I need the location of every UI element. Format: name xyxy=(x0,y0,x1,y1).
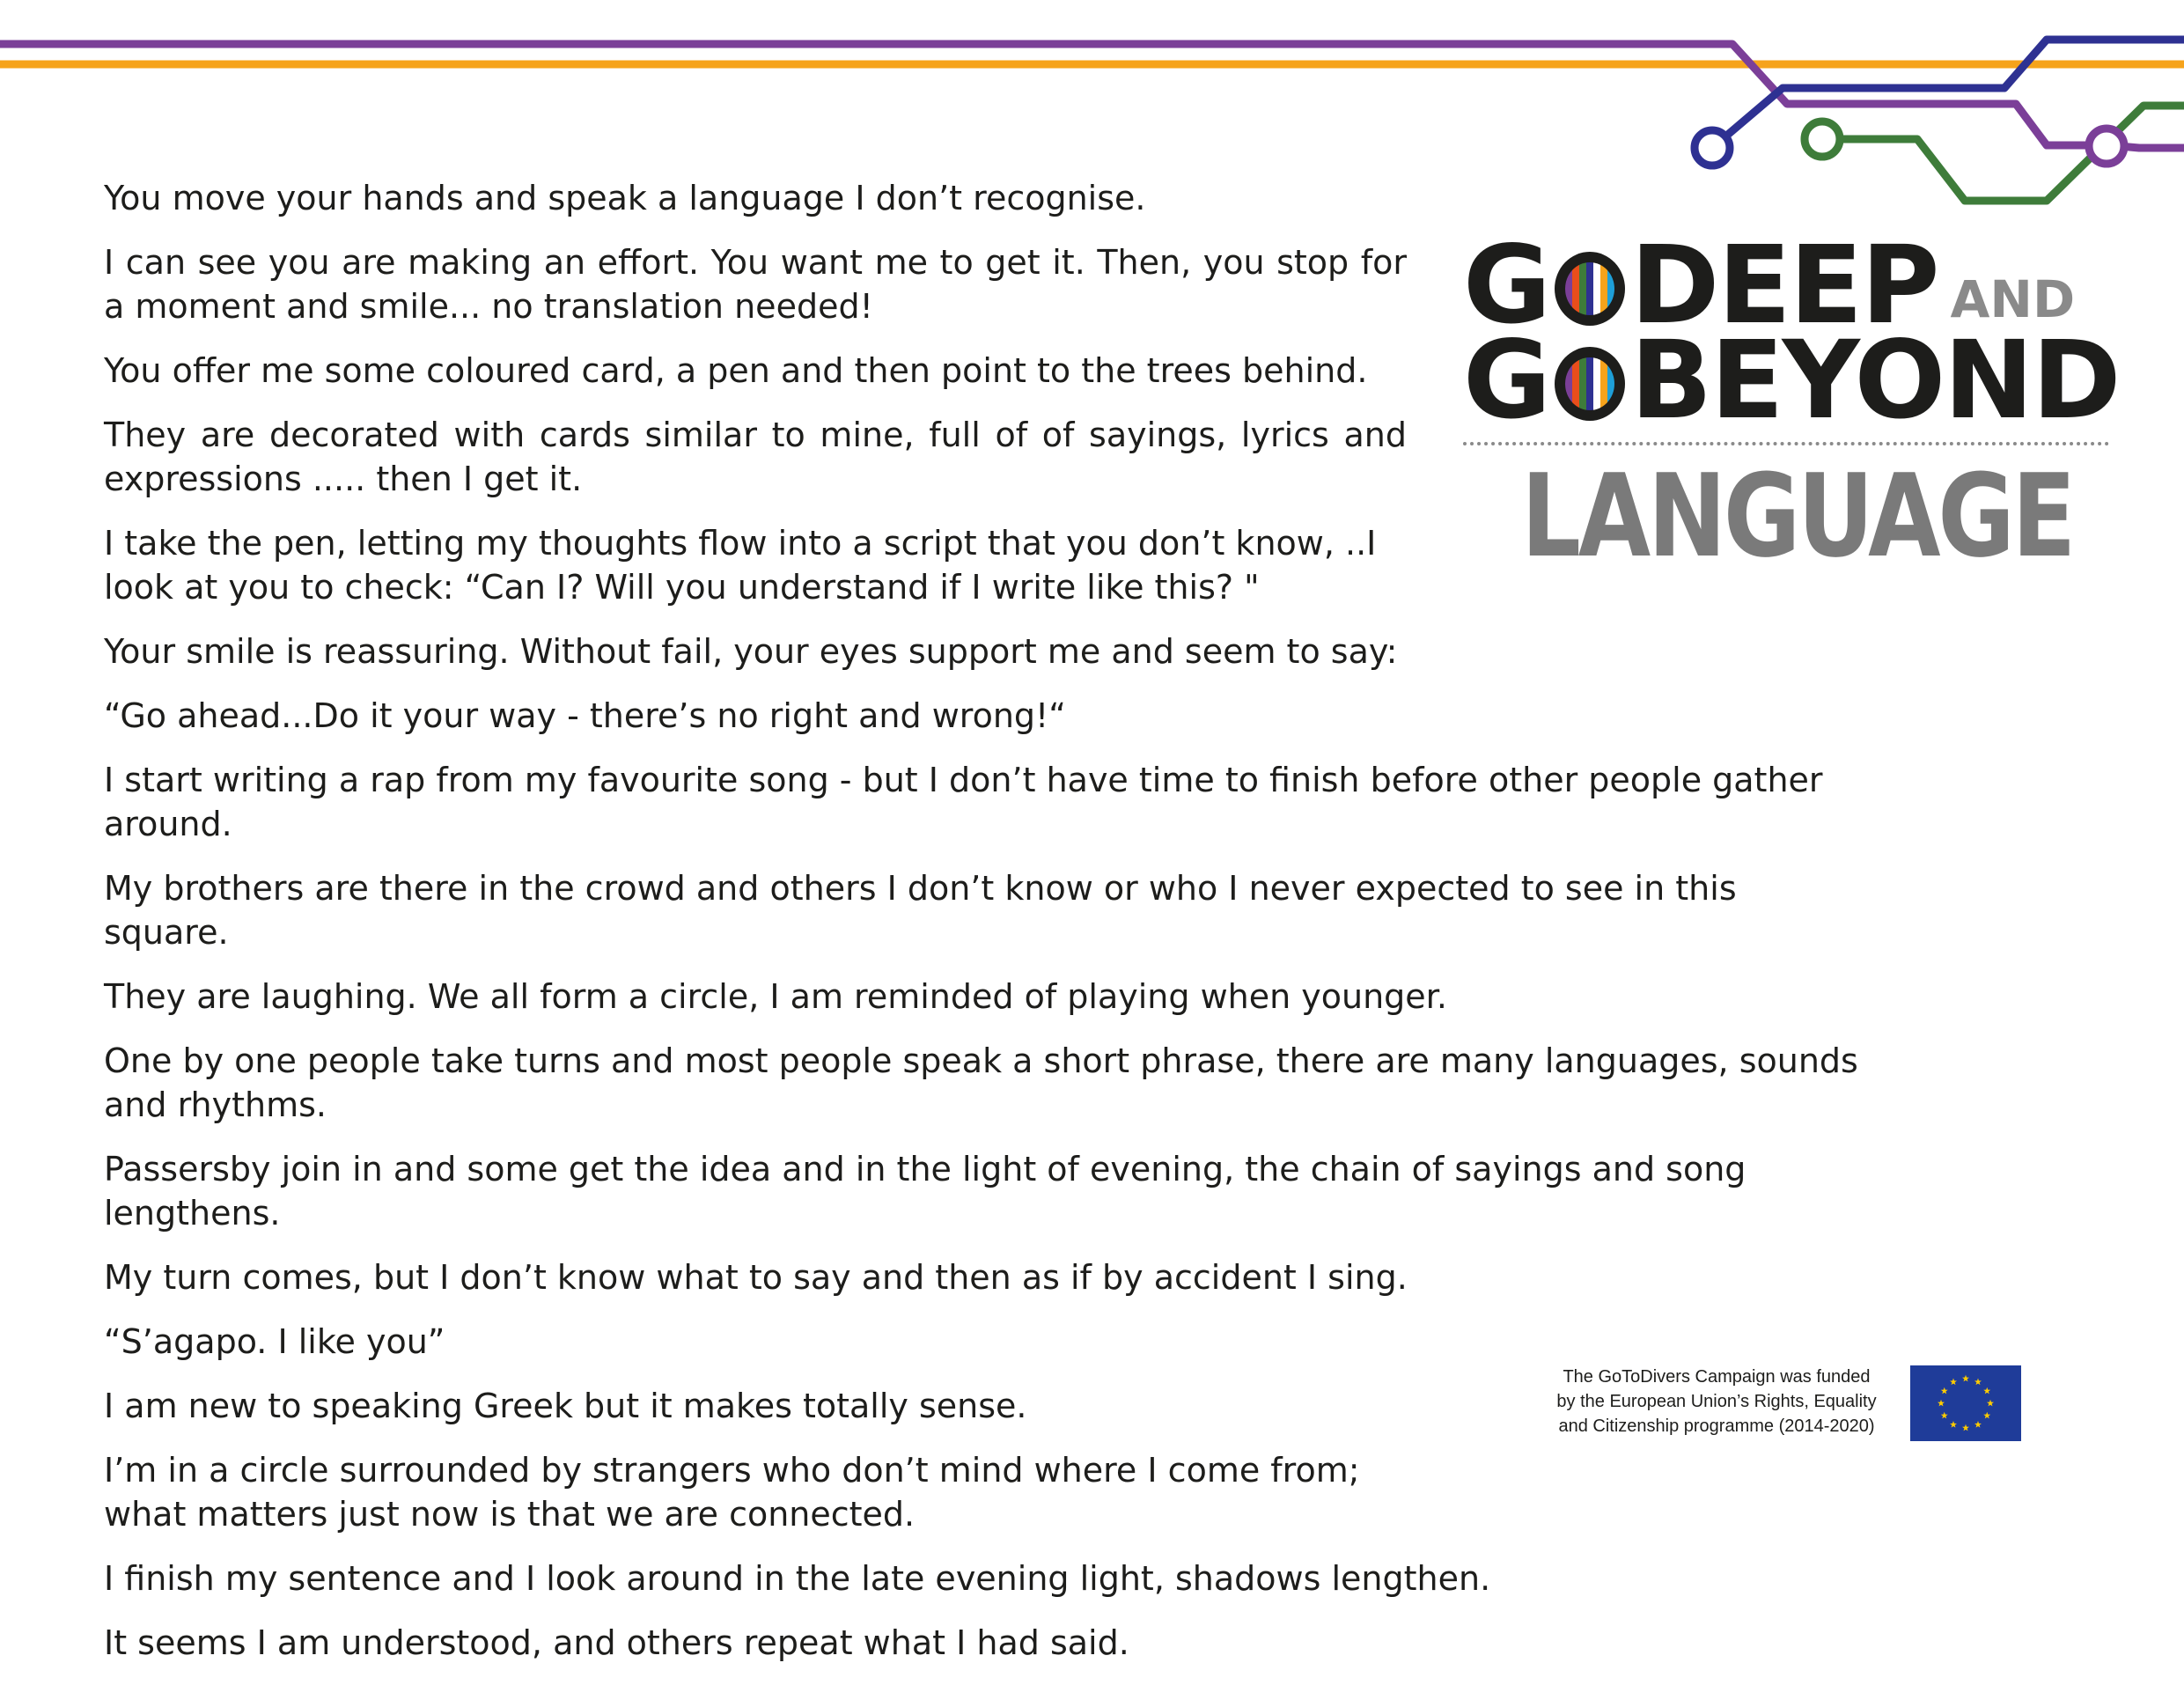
story-paragraph: Passersby join in and some get the idea and in the light of evening, the chain of sayings and song lengthens. xyxy=(104,1150,1746,1232)
story-paragraph: My turn comes, but I don’t know what to say and then as if by accident I sing. xyxy=(104,1258,1408,1297)
navy-station-icon xyxy=(1695,130,1730,166)
purple-line xyxy=(0,44,2184,148)
story-paragraph: I can see you are making an effort. You want me to get it. Then, you stop for a moment and smile... no translation needed! xyxy=(104,243,1407,326)
story-paragraph: They are decorated with cards similar to mine, full of of sayings, lyrics and expressions ..... then I get it. xyxy=(104,416,1407,498)
story-paragraph: One by one people take turns and most people speak a short phrase, there are many languages, sounds and rhythms. xyxy=(104,1041,1858,1124)
title-word-beyond: BEYOND xyxy=(1630,318,2120,443)
story-paragraph: Your smile is reassuring. Without fail, your eyes support me and seem to say: xyxy=(104,632,1398,671)
title-word-deep: DEEP xyxy=(1630,223,1938,348)
title-letter: G xyxy=(1463,223,1550,348)
story-paragraph: I finish my sentence and I look around in the late evening light, shadows lengthen. xyxy=(104,1559,1491,1598)
purple-station-icon xyxy=(2089,129,2124,164)
green-station-icon xyxy=(1805,121,1840,157)
story-paragraph: I start writing a rap from my favourite song - but I don’t have time to finish before other people gather around. xyxy=(104,761,1823,843)
funding-note xyxy=(1523,1365,1910,1439)
story-paragraph: I’m in a circle surrounded by strangers who don’t mind where I come from; what matters just now is that we are connected. xyxy=(104,1451,1360,1534)
funding-line: and Citizenship programme (2014-2020) xyxy=(1558,1416,1875,1436)
story-paragraph: I take the pen, letting my thoughts flow into a script that you don’t know, ..I look at you to check: “Can I? Will you understand if I write like this? " xyxy=(104,524,1377,607)
story-paragraph: My brothers are there in the crowd and others I don’t know or who I never expected to see in this square. xyxy=(104,869,1737,952)
subtitle-language: LANGUAGE xyxy=(1521,449,2074,583)
striped-o-icon xyxy=(1551,343,1629,424)
story-paragraph: “S’agapo. I like you” xyxy=(104,1322,445,1361)
story-paragraph: You move your hands and speak a language I don’t recognise. xyxy=(104,179,1146,217)
striped-o-icon xyxy=(1551,248,1629,329)
title-letter: G xyxy=(1463,318,1550,443)
story-paragraph: You offer me some coloured card, a pen and then point to the trees behind. xyxy=(104,351,1368,390)
green-line xyxy=(1822,106,2184,201)
title-block xyxy=(1463,223,2120,583)
story-paragraph: I am new to speaking Greek but it makes totally sense. xyxy=(104,1387,1027,1425)
title-word-and: AND xyxy=(1950,269,2076,329)
funding-line: by the European Union’s Rights, Equality xyxy=(1556,1392,1877,1411)
story-paragraph: They are laughing. We all form a circle, I am reminded of playing when younger. xyxy=(104,977,1447,1016)
funding-line: The GoToDivers Campaign was funded xyxy=(1563,1367,1871,1387)
eu-flag-icon xyxy=(1910,1365,2021,1441)
title-line-2 xyxy=(1463,318,2120,443)
story-paragraph: It seems I am understood, and others repeat what I had said. xyxy=(104,1623,1129,1662)
story-paragraph: “Go ahead...Do it your way - there’s no right and wrong!“ xyxy=(104,696,1066,735)
